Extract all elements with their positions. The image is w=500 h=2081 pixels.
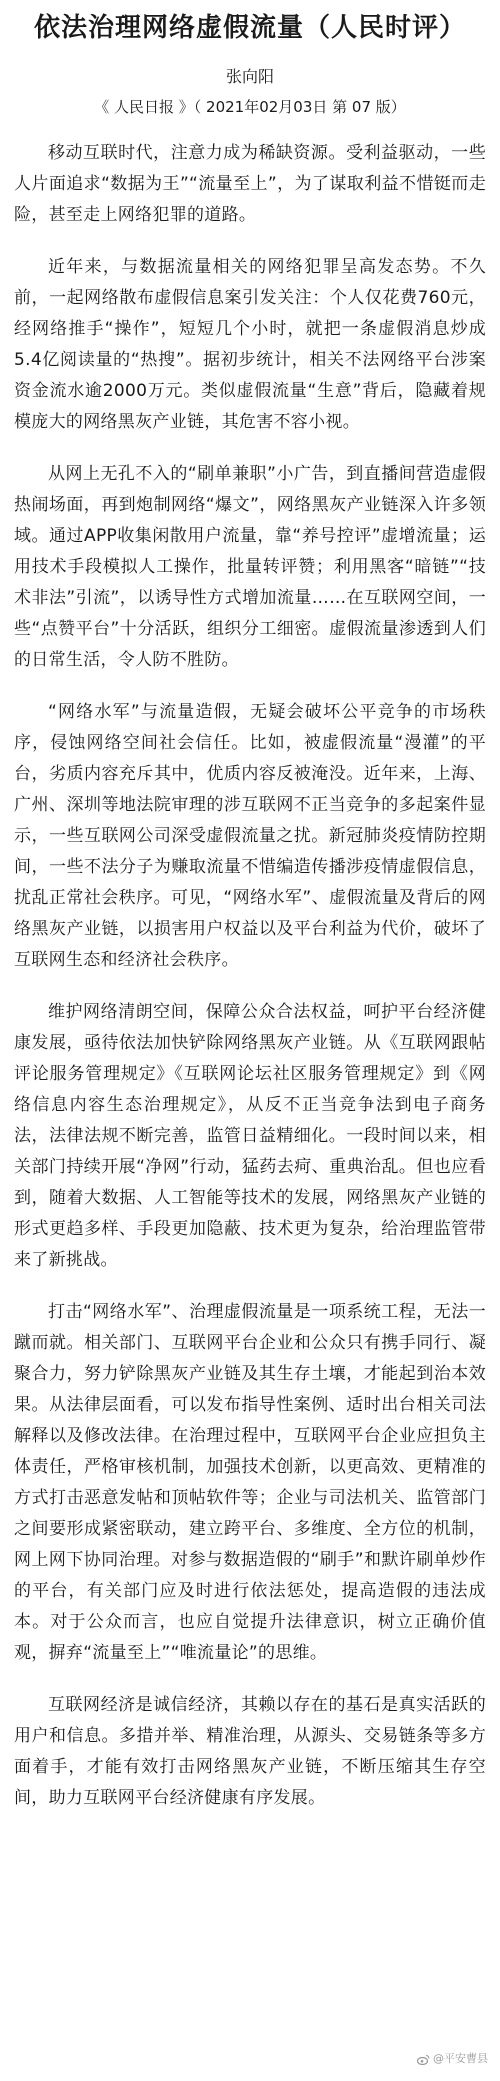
article-paragraph: “网络水军”与流量造假，无疑会破坏公平竞争的市场秩序，侵蚀网络空间社会信任。比如，被虚假流量“漫灌”的平台，劣质内容充斥其中，优质内容反被淹没。近年来，上海、广州、深圳等地法院审理的涉互联网不正当竞争的多起案件显示，一些互联网公司深受虚假流量之扰。新冠肺炎疫情防控期间，一些不法分子为赚取流量不惜编造传播涉疫情虚假信息，扰乱正常社会秩序。可见，“网络水军”、虚假流量及背后的网络黑灰产业链，以损害用户权益以及平台利益为代价，破坏了互联网生态和经济社会秩序。 [14,702,486,970]
article-paragraph: 互联网经济是诚信经济，其赖以存在的基石是真实活跃的用户和信息。多措并举、精准治理，从源头、交易链条等多方面着手，才能有效打击网络黑灰产业链，不断压缩其生存空间，助力互联网平台经济健康有序发展。 [14,1695,486,1808]
article-author: 张向阳 [225,67,274,86]
article-title: 依法治理网络虚假流量（人民时评） [33,13,466,43]
article-paragraph: 维护网络清朗空间，保障公众合法权益，呵护平台经济健康发展，亟待依法加快铲除网络黑灰产业链。从《互联网跟帖评论服务管理规定》《互联网论坛社区服务管理规定》到《网络信息内容生态治理规定》，从反不正当竞争法到电子商务法，法律法规不断完善，监管日益精细化。一段时间以来，相关部门持续开展“净网”行动，猛药去疴、重典治乱。但也应看到，随着大数据、人工智能等技术的发展，网络黑灰产业链的形式更趋多样、手段更加隐蔽、技术更为复杂，给治理监管带来了新挑战。 [14,1002,486,1270]
article-body [14,138,486,1835]
article-source: 《 人民日报 》（ 2021年02月03日 第 07 版） [94,98,406,116]
watermark [417,2052,488,2066]
article-paragraph: 从网上无孔不入的“刷单兼职”小广告，到直播间营造虚假热闹场面，再到炮制网络“爆文”，网络黑灰产业链深入许多领域。通过APP收集闲散用户流量，靠“养号控评”虚增流量；运用技术手段模拟人工操作，批量转评赞；利用黑客“暗链”“技术非法”引流”，以诱导性方式增加流量……在互联网空间，一些“点赞平台”十分活跃，组织分工细密。虚假流量渗透到人们的日常生活，令人防不胜防。 [14,464,486,670]
article-paragraph: 近年来，与数据流量相关的网络犯罪呈高发态势。不久前，一起网络散布虚假信息案引发关注：个人仅花费760元，经网络推手“操作”，短短几个小时，就把一条虚假消息炒成5.4亿阅读量的“热搜”。据初步统计，相关不法网络平台涉案资金流水逾2000万元。类似虚假流量“生意”背后，隐藏着规模庞大的网络黑灰产业链，其危害不容小视。 [14,257,486,432]
watermark-text: @平安曹县 [433,2052,488,2065]
article-paragraph: 移动互联时代，注意力成为稀缺资源。受利益驱动，一些人片面追求“数据为王”“流量至上”，为了谋取利益不惜铤而走险，甚至走上网络犯罪的道路。 [14,143,486,225]
article-paragraph: 打击“网络水军”、治理虚假流量是一项系统工程，无法一蹴而就。相关部门、互联网平台企业和公众只有携手同行、凝聚合力，努力铲除黑灰产业链及其生存土壤，才能起到治本效果。从法律层面看，可以发布指导性案例、适时出台相关司法解释以及修改法律。在治理过程中，互联网平台企业应担负主体责任，严格审核机制，加强技术创新，以更高效、更精准的方式打击恶意发帖和顶帖软件等；企业与司法机关、监管部门之间要形成紧密联动，建立跨平台、多维度、全方位的机制，网上网下协同治理。对参与数据造假的“刷手”和默许刷单炒作的平台，有关部门应及时进行依法惩处，提高造假的违法成本。对于公众而言，也应自觉提升法律意识，树立正确价值观，摒弃“流量至上”“唯流量论”的思维。 [14,1302,486,1663]
weibo-icon [417,2054,430,2065]
